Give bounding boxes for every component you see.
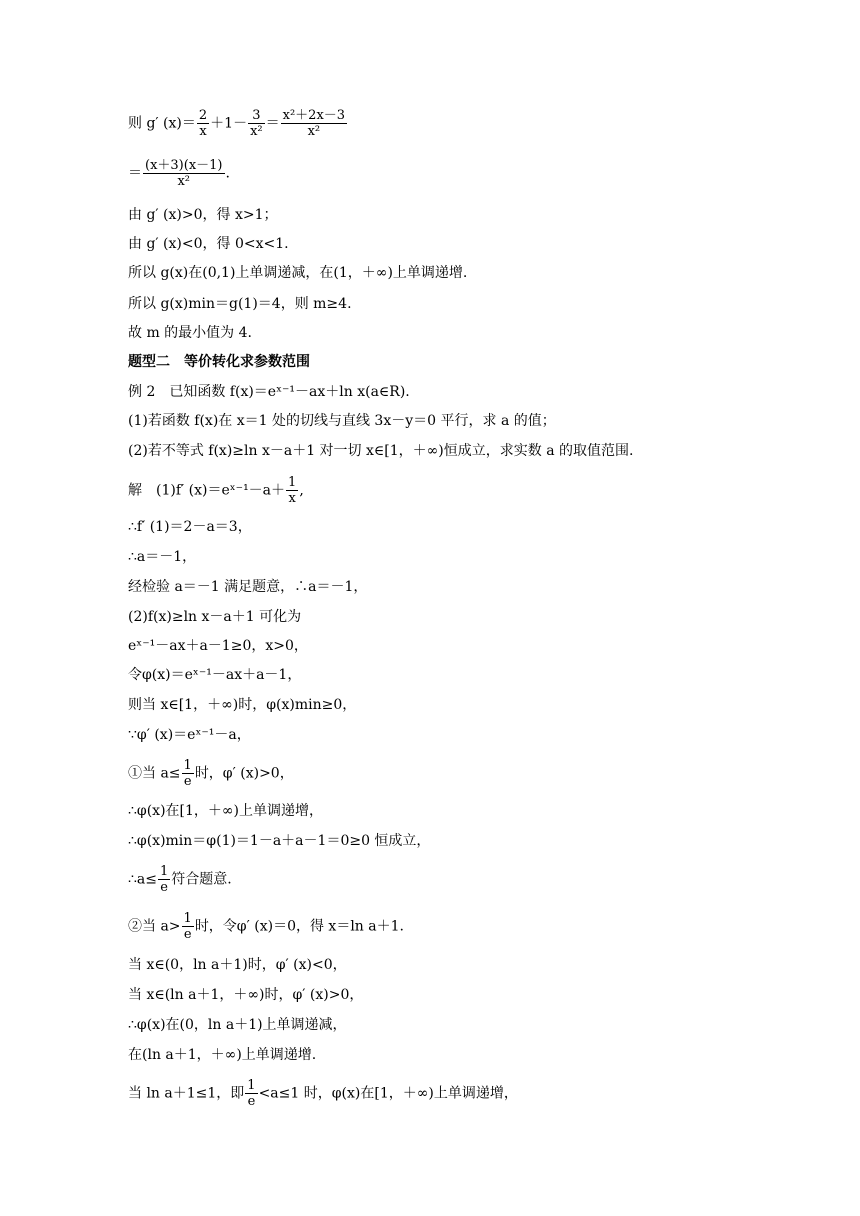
fraction: [158, 864, 170, 895]
text: ＝: [265, 115, 280, 132]
text-line: (1)若函数 f(x)在 x＝1 处的切线与直线 3x－y＝0 平行，求 a 的值；: [128, 413, 556, 429]
numerator: 1: [183, 758, 192, 773]
text-line: 在(ln a＋1，＋∞)上单调递增.: [128, 1047, 317, 1063]
numerator: (x＋3)(x－1): [145, 158, 223, 173]
text-line: ∴φ(x)在[1，＋∞)上单调递增，: [128, 803, 324, 819]
denominator: e: [183, 927, 192, 942]
denominator: x²: [250, 124, 263, 139]
denominator: e: [183, 774, 192, 789]
text-line: (2)f(x)≥ln x－a＋1 可化为: [128, 609, 302, 625]
fraction: [281, 108, 347, 139]
denominator: x²: [177, 174, 191, 189]
text: 则 g′ (x)＝: [128, 115, 196, 132]
text-line: 当 x∈(0，ln a＋1)时，φ′ (x)<0，: [128, 957, 347, 973]
numerator: 2: [198, 108, 208, 123]
text: 时，φ′ (x)>0，: [194, 765, 294, 782]
text: ①当 a≤: [128, 765, 181, 782]
numerator: 1: [183, 911, 192, 926]
final-line: [128, 1078, 518, 1109]
text: 符合题意.: [171, 871, 232, 888]
case-one-line: [128, 758, 294, 789]
fraction: [182, 758, 194, 789]
text: 解 (1)f′ (x)＝eˣ⁻¹－a＋: [128, 482, 286, 499]
conclusion-line: [128, 864, 232, 895]
text: <a≤1 时，φ(x)在[1，＋∞)上单调递增，: [258, 1085, 518, 1102]
numerator: 1: [247, 1078, 256, 1093]
text: ,: [299, 482, 304, 499]
text-line: 当 x∈(ln a＋1，＋∞)时，φ′ (x)>0，: [128, 987, 364, 1003]
denominator: x: [199, 124, 207, 139]
text-line: ∴f′ (1)＝2－a＝3，: [128, 519, 252, 535]
section-heading: 题型二 等价转化求参数范围: [128, 354, 310, 370]
numerator: x²＋2x－3: [282, 108, 346, 123]
text-line: 则当 x∈[1，＋∞)时，φ(x)min≥0，: [128, 697, 357, 713]
text: ＋1－: [210, 115, 248, 132]
text-line: ∵φ′ (x)＝eˣ⁻¹－a，: [128, 727, 251, 743]
text-line: ∴φ(x)min＝φ(1)＝1－a＋a－1＝0≥0 恒成立，: [128, 833, 431, 849]
fraction: [245, 1078, 257, 1109]
denominator: x: [288, 491, 296, 506]
text: 时，令φ′ (x)＝0，得 x＝ln a＋1.: [194, 918, 404, 935]
text-line: 所以 g(x)在(0,1)上单调递减，在(1，＋∞)上单调递增.: [128, 265, 468, 281]
solution-line: [128, 475, 304, 506]
text-line: 令φ(x)＝eˣ⁻¹－ax＋a－1，: [128, 667, 302, 683]
fraction: [248, 108, 265, 139]
fraction: [182, 911, 194, 942]
text-line: 由 g′ (x)<0，得 0<x<1.: [128, 236, 289, 252]
text-line: (2)若不等式 f(x)≥ln x－a＋1 对一切 x∈[1，＋∞)恒成立，求实数 a 的取值范围.: [128, 443, 634, 459]
text: .: [225, 165, 230, 182]
text: 当 ln a＋1≤1，即: [128, 1085, 245, 1102]
text: ＝: [128, 165, 142, 182]
case-two-line: [128, 911, 404, 942]
fraction: [197, 108, 209, 139]
denominator: x²: [307, 124, 321, 139]
numerator: 3: [248, 108, 265, 124]
text-line: eˣ⁻¹－ax＋a－1≥0，x>0，: [128, 638, 308, 654]
fraction: [143, 158, 225, 189]
denominator: e: [160, 880, 168, 895]
denominator: e: [247, 1094, 256, 1109]
text-line: ∴φ(x)在(0，ln a＋1)上单调递减，: [128, 1017, 347, 1033]
numerator: 1: [159, 864, 169, 879]
numerator: 1: [288, 475, 297, 490]
example-title: 例 2 已知函数 f(x)＝eˣ⁻¹－ax＋ln x(a∈R).: [128, 384, 410, 400]
text-line: 由 g′ (x)>0，得 x>1；: [128, 207, 278, 223]
derivative-line: [128, 108, 348, 139]
text-line: 所以 g(x)min＝g(1)＝4，则 m≥4.: [128, 296, 352, 312]
text-line: 故 m 的最小值为 4.: [128, 325, 252, 341]
factored-line: [128, 158, 230, 189]
text-line: 经检验 a＝－1 满足题意，∴a＝－1，: [128, 579, 368, 595]
text-line: ∴a＝－1，: [128, 549, 197, 565]
text: ∴a≤: [128, 871, 157, 888]
text: ②当 a>: [128, 918, 181, 935]
fraction: [286, 475, 298, 506]
